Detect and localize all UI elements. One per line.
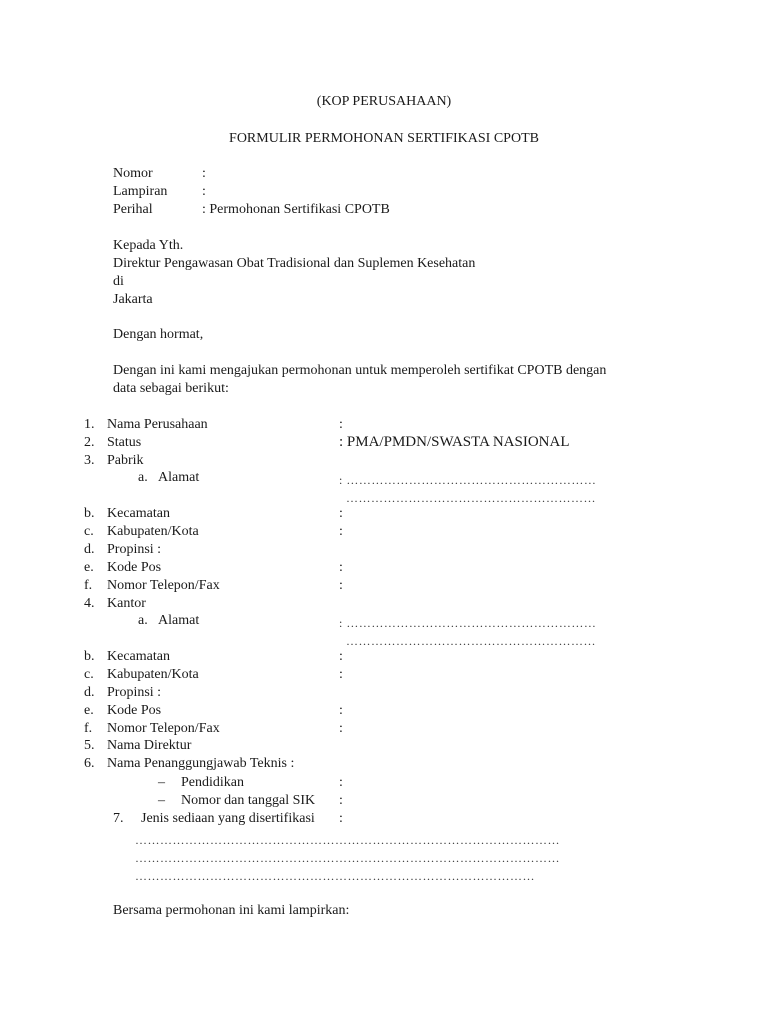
nomor-label: Nomor <box>113 166 153 181</box>
kantor-kodepos-label: Kode Pos <box>107 703 162 718</box>
nama-perusahaan-colon: : <box>339 417 343 432</box>
kantor-kodepos-colon: : <box>339 703 343 718</box>
pabrik-telepon-colon: : <box>339 578 343 593</box>
pabrik-kabupaten-colon: : <box>339 524 343 539</box>
recipient-kepada: Kepada Yth. <box>113 238 184 253</box>
pabrik-kodepos-label: Kode Pos <box>107 560 162 575</box>
form-title: FORMULIR PERMOHONAN SERTIFIKASI CPOTB <box>229 131 539 146</box>
jenis-sediaan-dots-1: ………………………………………………………………………………………… <box>135 833 560 847</box>
perihal-label: Perihal <box>113 202 153 217</box>
kantor-kecamatan-label: Kecamatan <box>107 649 170 664</box>
pendidikan-label: Pendidikan <box>181 775 244 790</box>
closing-text: Bersama permohonan ini kami lampirkan: <box>113 903 350 918</box>
greeting: Dengan hormat, <box>113 327 204 342</box>
lampiran-colon: : <box>202 184 206 199</box>
recipient-kota: Jakarta <box>113 292 153 307</box>
sub-letter: a. <box>138 613 148 628</box>
kantor-kabupaten-colon: : <box>339 667 343 682</box>
pabrik-alamat-dots-1: : …………………………………………………… <box>339 473 597 487</box>
kantor-telepon-label: Nomor Telepon/Fax <box>107 721 220 736</box>
kantor-alamat-label: Alamat <box>158 613 200 628</box>
sub-letter: f. <box>84 578 93 593</box>
lampiran-label: Lampiran <box>113 184 168 199</box>
intro-line-1: Dengan ini kami mengajukan permohonan untuk memperoleh sertifikat CPOTB dengan <box>113 363 607 378</box>
pabrik-propinsi-label: Propinsi : <box>107 542 162 557</box>
sub-letter: c. <box>84 667 94 682</box>
sub-letter: c. <box>84 524 94 539</box>
kantor-telepon-colon: : <box>339 721 343 736</box>
jenis-sediaan-dots-2: ………………………………………………………………………………………… <box>135 851 560 865</box>
item-number: 6. <box>84 756 95 771</box>
item-number: 1. <box>84 417 95 432</box>
kantor-propinsi-label: Propinsi : <box>107 685 162 700</box>
sub-letter: b. <box>84 506 95 521</box>
pabrik-alamat-dots-2: …………………………………………………… <box>346 491 596 505</box>
nomor-colon: : <box>202 166 206 181</box>
pabrik-label: Pabrik <box>107 453 144 468</box>
pendidikan-colon: : <box>339 775 343 790</box>
pabrik-kecamatan-label: Kecamatan <box>107 506 170 521</box>
item-number: 4. <box>84 596 95 611</box>
sik-colon: : <box>339 793 343 808</box>
sub-letter: a. <box>138 470 148 485</box>
pabrik-kabupaten-label: Kabupaten/Kota <box>107 524 199 539</box>
jenis-sediaan-label: Jenis sediaan yang disertifikasi <box>141 811 315 826</box>
recipient-di: di <box>113 274 124 289</box>
item-number: 3. <box>84 453 95 468</box>
pabrik-alamat-label: Alamat <box>158 470 200 485</box>
status-label: Status <box>107 435 142 450</box>
penanggungjawab-label: Nama Penanggungjawab Teknis : <box>107 756 295 771</box>
sik-label: Nomor dan tanggal SIK <box>181 793 316 808</box>
pabrik-telepon-label: Nomor Telepon/Fax <box>107 578 220 593</box>
kantor-alamat-dots-2: …………………………………………………… <box>346 634 596 648</box>
sub-letter: f. <box>84 721 93 736</box>
item-number: 5. <box>84 738 95 753</box>
intro-line-2: data sebagai berikut: <box>113 381 229 396</box>
dash-bullet: – <box>158 793 165 808</box>
status-value: : PMA/PMDN/SWASTA NASIONAL <box>339 434 570 450</box>
pabrik-kecamatan-colon: : <box>339 506 343 521</box>
jenis-sediaan-colon: : <box>339 811 343 826</box>
kantor-alamat-dots-1: : …………………………………………………… <box>339 616 597 630</box>
kantor-label: Kantor <box>107 596 146 611</box>
sub-letter: e. <box>84 560 94 575</box>
kantor-kecamatan-colon: : <box>339 649 343 664</box>
kop-heading: (KOP PERUSAHAAN) <box>316 94 452 109</box>
recipient-direktur: Direktur Pengawasan Obat Tradisional dan Suplemen Kesehatan <box>113 256 476 271</box>
dash-bullet: – <box>158 775 165 790</box>
sub-letter: d. <box>84 685 95 700</box>
item-number: 7. <box>113 811 124 826</box>
sub-letter: e. <box>84 703 94 718</box>
nama-direktur-label: Nama Direktur <box>107 738 192 753</box>
perihal-value: : Permohonan Sertifikasi CPOTB <box>202 202 390 217</box>
sub-letter: b. <box>84 649 95 664</box>
jenis-sediaan-dots-3: …………………………………………………………………………………… <box>135 869 535 883</box>
sub-letter: d. <box>84 542 95 557</box>
kantor-kabupaten-label: Kabupaten/Kota <box>107 667 199 682</box>
nama-perusahaan-label: Nama Perusahaan <box>107 417 208 432</box>
pabrik-kodepos-colon: : <box>339 560 343 575</box>
item-number: 2. <box>84 435 95 450</box>
